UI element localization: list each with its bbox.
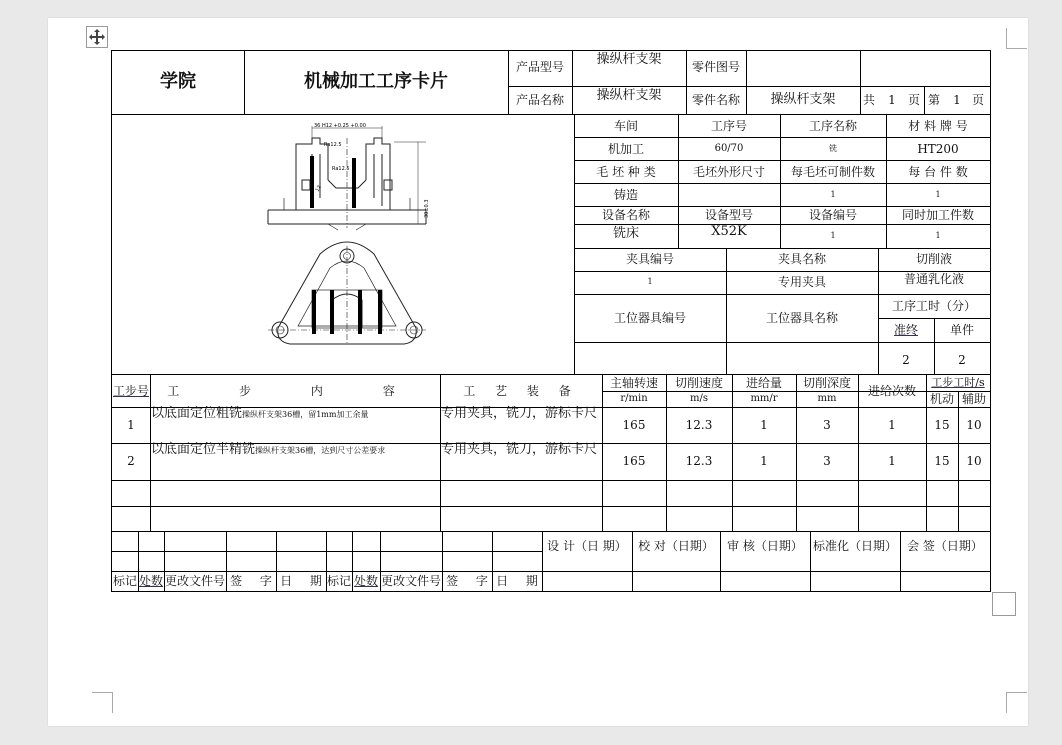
grid-line <box>111 50 112 592</box>
place-label: 处数 <box>138 574 163 589</box>
fixture-no-value[interactable]: 1 <box>647 277 653 287</box>
equip-name-label: 设备名称 <box>601 208 650 223</box>
step-2-machine[interactable]: 15 <box>934 454 950 469</box>
card-title: 机械加工工序卡片 <box>304 70 448 92</box>
step-1-speed[interactable]: 12.3 <box>685 417 713 432</box>
product-model-label: 产品型号 <box>515 59 564 74</box>
step-2-no: 2 <box>127 454 135 469</box>
part-name-label: 零件名称 <box>691 92 740 107</box>
table-move-handle[interactable] <box>86 26 108 48</box>
change-doc-label: 更改文件号 <box>164 574 225 589</box>
step-1-feed[interactable]: 1 <box>760 417 768 432</box>
total-pages-label: 共 <box>862 92 875 107</box>
part-name-value[interactable]: 操纵杆支架 <box>770 92 836 108</box>
design-date-label: 设 计（日 期） <box>547 538 627 553</box>
ra1-label: Ra12.5 <box>324 142 342 148</box>
depth-header: 切削深度 <box>802 375 851 390</box>
equip-name-value[interactable]: 铣床 <box>612 226 639 242</box>
step-time-header: 工步工时/s <box>931 376 985 390</box>
grid-line <box>111 506 991 507</box>
unit-value[interactable]: 2 <box>958 352 966 367</box>
step-content-header: 工 步 内 容 <box>167 383 423 398</box>
speed-unit: m/s <box>690 392 708 404</box>
grid-line <box>111 480 991 481</box>
step-2-speed[interactable]: 12.3 <box>685 454 713 469</box>
op-name-value[interactable]: 铣 <box>829 144 837 154</box>
prep-label: 准终 <box>893 322 918 337</box>
per-unit-label: 每 台 件 数 <box>908 165 968 180</box>
step-2-spindle[interactable]: 165 <box>622 454 646 469</box>
grid-line <box>574 342 991 343</box>
grid-line <box>111 551 543 552</box>
coolant-value[interactable]: 普通乳化液 <box>903 271 964 286</box>
step-no-header: 工步号 <box>112 383 149 398</box>
speed-header: 切削速度 <box>674 375 723 390</box>
blank-type-value[interactable]: 铸造 <box>613 188 638 203</box>
part-drawing-label: 零件图号 <box>691 59 740 74</box>
signature-label: 签 字 <box>230 574 272 589</box>
step-2-passes[interactable]: 1 <box>888 454 896 469</box>
prep-value[interactable]: 2 <box>902 352 910 367</box>
date-label-2: 日 期 <box>496 574 538 589</box>
table-resize-handle[interactable] <box>992 592 1016 616</box>
aux-time-header: 辅助 <box>961 391 986 406</box>
blank-size-value[interactable] <box>678 184 780 207</box>
dim-top-label: 36 H12 +0.25 +0.00 <box>314 123 366 129</box>
step-2-equipment[interactable]: 专用夹具，铣刀，游标卡尺 <box>441 442 598 457</box>
grid-line <box>111 591 991 592</box>
machine-time-header: 机动 <box>929 391 954 406</box>
step-1-equipment[interactable]: 专用夹具，铣刀，游标卡尺 <box>441 406 598 421</box>
school-label: 学院 <box>160 70 196 92</box>
sign-date-label: 会 签（日期） <box>907 538 983 553</box>
page-unit-2: 页 <box>971 92 984 107</box>
step-1-depth[interactable]: 3 <box>823 417 831 432</box>
date-label: 日 期 <box>280 574 322 589</box>
mark-label: 标记 <box>112 574 137 589</box>
op-name-label: 工序名称 <box>808 119 857 134</box>
step-1-spindle[interactable]: 165 <box>622 417 646 432</box>
product-name-value[interactable]: 操纵杆支架 <box>596 88 662 104</box>
mark-label-2: 标记 <box>326 574 351 589</box>
step-2-content[interactable]: 以底面定位半精铣 操纵杆支架36槽，达到尺寸公差要求 <box>151 442 386 457</box>
feed-unit: mm/r <box>750 392 778 404</box>
station-no-label: 工位器具编号 <box>613 310 686 325</box>
simul-value[interactable]: 1 <box>935 230 941 240</box>
crop-mark <box>1006 692 1027 713</box>
workshop-value[interactable]: 机加工 <box>607 142 644 157</box>
material-value[interactable]: HT200 <box>917 142 959 157</box>
dim-side-label: 30±0.3 <box>424 199 430 218</box>
step-1-aux[interactable]: 10 <box>966 417 982 432</box>
depth-unit: mm <box>817 392 837 404</box>
step-1-no: 1 <box>127 417 135 432</box>
place-label-2: 处数 <box>353 574 378 589</box>
signature-label-2: 签 字 <box>446 574 488 589</box>
total-pages-value: 1 <box>888 92 896 107</box>
grid-line <box>990 50 991 592</box>
step-2-feed[interactable]: 1 <box>760 454 768 469</box>
passes-header: 进给次数 <box>867 383 916 398</box>
product-model-value[interactable]: 操纵杆支架 <box>596 52 662 68</box>
simul-label: 同时加工件数 <box>901 208 974 223</box>
step-2-depth[interactable]: 3 <box>823 454 831 469</box>
parts-per-blank-label: 每毛坯可制件数 <box>790 165 875 180</box>
equip-no-label: 设备编号 <box>808 208 857 223</box>
page-num-label: 第 <box>927 92 940 107</box>
dim-small-label: 12 <box>314 184 323 193</box>
crop-mark <box>92 692 113 713</box>
step-2-aux[interactable]: 10 <box>966 454 982 469</box>
op-time-label: 工序工时（分） <box>891 298 976 313</box>
op-no-value[interactable]: 60/70 <box>714 143 744 155</box>
per-unit-value[interactable]: 1 <box>935 190 941 200</box>
page-unit: 页 <box>907 92 920 107</box>
blank-size-label: 毛坯外形尺寸 <box>692 165 765 180</box>
page-num-value: 1 <box>953 92 961 107</box>
ra2-label: Ra12.5 <box>332 166 350 172</box>
op-no-label: 工序号 <box>710 119 747 134</box>
part-drawing <box>258 118 438 350</box>
station-name-label: 工位器具名称 <box>765 310 838 325</box>
unit-label: 单件 <box>949 322 974 337</box>
feed-header: 进给量 <box>745 375 782 390</box>
crop-mark <box>1006 28 1027 49</box>
coolant-label: 切削液 <box>915 252 952 267</box>
step-1-machine[interactable]: 15 <box>934 417 950 432</box>
step-1-passes[interactable]: 1 <box>888 417 896 432</box>
workshop-label: 车间 <box>613 119 638 134</box>
change-doc-label-2: 更改文件号 <box>380 574 441 589</box>
equip-model-label: 设备型号 <box>704 208 753 223</box>
standard-date-label: 标准化（日期） <box>812 538 897 553</box>
check-date-label: 校 对（日期） <box>638 538 714 553</box>
spindle-unit: r/min <box>620 392 648 404</box>
fixture-name-label: 夹具名称 <box>777 252 826 267</box>
product-name-label: 产品名称 <box>515 92 564 107</box>
fixture-no-label: 夹具编号 <box>625 252 674 267</box>
blank-type-label: 毛 坯 种 类 <box>596 165 656 180</box>
equip-model-value[interactable]: X52K <box>711 224 747 240</box>
equip-no-value[interactable]: 1 <box>830 230 836 240</box>
parts-per-blank-value[interactable]: 1 <box>830 190 836 200</box>
move-icon <box>87 27 107 47</box>
equipment-header: 工 艺 装 备 <box>463 383 579 398</box>
spindle-header: 主轴转速 <box>609 375 658 390</box>
review-date-label: 审 核（日期） <box>727 538 803 553</box>
material-label: 材 料 牌 号 <box>908 119 968 134</box>
fixture-name-value[interactable]: 专用夹具 <box>777 275 826 290</box>
step-1-content[interactable]: 以底面定位粗铣 操纵杆支架36槽，留1mm加工余量 <box>151 406 369 421</box>
